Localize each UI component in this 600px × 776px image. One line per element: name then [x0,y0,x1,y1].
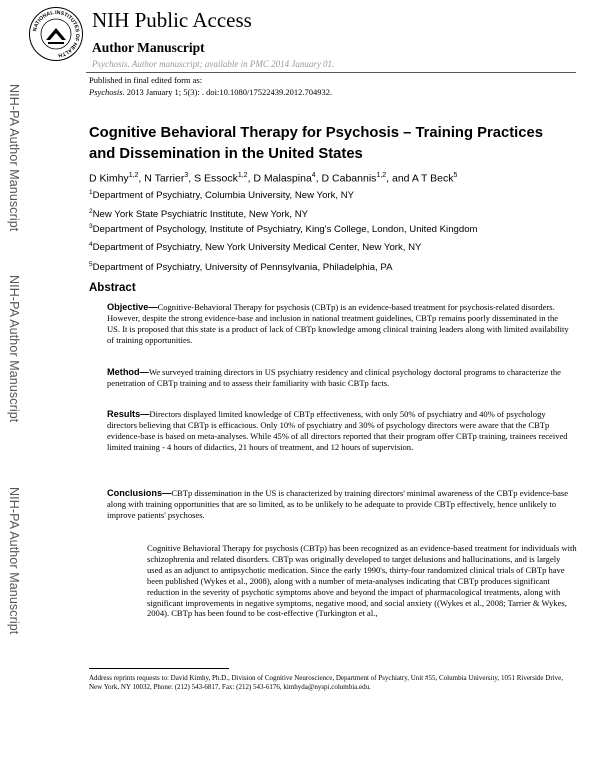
affiliation-4: $^4$Department of Psychiatry, New York University Medical Center, New York, NY [89,241,422,254]
affiliation-2: $^2$New York State Psychiatric Institute, New York, NY [89,208,309,221]
author-name: S Essock [194,172,238,185]
author-affiliation-sup: 1,2 [376,172,387,179]
abstract-heading: Abstract [89,282,136,294]
published-in-line: Published in final edited form as: [89,75,203,85]
objective-text: Cognitive-Behavioral Therapy for psychosis (CBTp) is an evidence-based treatment for psychosis-related disorders. However, despite the strong evidence-base and inclusion in national treatment guidelines, CBTp remains poorly disseminated in the US. It is proposed that this state is a product of lack of CBTp knowledge among clinical training leaders along with limited availability of training opportunities. [107,302,569,345]
affiliation-5: $^5$Department of Psychiatry, University of Pennsylvania, Philadelphia, PA [89,261,393,274]
conclusions-label: Conclusions— [107,488,172,498]
eagle-icon [46,28,66,44]
method-label: Method— [107,367,149,377]
citation-details: . 2013 January 1; 5(3): . doi:10.1080/17522439.2012.704932. [122,87,333,97]
affiliation-3: $^3$Department of Psychology, Institute of Psychiatry, King's College, London, United Kingdom [89,223,478,236]
author-manuscript-label: Author Manuscript [92,40,205,55]
journal-name: Psychosis [89,87,123,97]
article-title [89,123,569,165]
author-name: A T Beck [411,172,454,185]
author-list: D Kimhy$^{1,2}$, N Tarrier$^3$, S Essock$^{1,2}$, D Malaspina$^4$, D Cabannis$^{1,2}$, and A T Beck$^5$ [89,172,458,185]
availability-note: Psychosis. Author manuscript; available in PMC 2014 January 01. [92,59,335,69]
results-label: Results— [107,409,150,419]
article-title-line2: and Dissemination in the United States [89,146,363,162]
body-paragraph: Cognitive Behavioral Therapy for psychosis (CBTp) has been recognized as an evidence-based treatment for individuals with schizophrenia and related disorders. CBTp was originally developed to target delusions and hallucinations, and is largely used as an adjunct to antipsychotic medication. Since the early 1990's, thirty-four randomized clinical trials of CBTp have been published (Wykes et al., 2008), along with a number of meta-analyses indicating that CBTp produces significant reduction in the severity of psychotic symptoms above and beyond the impact of pharmacological treatments, along with significant improvements in negative symptoms, negative mood, and social anxiety ((Wykes et al., 2008; Tarrier & Wykes, 2004). CBTp has been found to be cost-effective (Turkington et al., [147,543,577,619]
author-affiliation-sup: 5 [453,172,458,179]
objective-label: Objective— [107,302,158,312]
nih-logo-seal [28,6,84,62]
author-affiliation-sup: 1,2 [128,172,139,179]
method-text: We surveyed training directors in US psychiatry residency and clinical psychology doctoral programs to characterize the penetration of CBTp training and to assess their familiarity with basic CBTp facts. [107,367,561,388]
author-name: D Malaspina [253,172,312,185]
abstract-results [107,409,572,453]
conclusions-text: CBTp dissemination in the US is characterized by training directors' minimal awareness of the CBTp evidence-base along with training opportunities that are so limited, as to be unlikely to be adequate to provide CBTp effectively, hence unlikely to improve patients' psychoses. [107,488,569,520]
results-text: Directors displayed limited knowledge of CBTp effectiveness, with only 50% of psychiatry and 40% of psychology directors believing that CBTp is efficacious. Only 10% of psychiatry and 30% of psychology directors were aware that the CBTp evidence-base is based on meta-analyses. While 45% of all directors reported that their program offer CBTp training, trainees received limited training - 4 hours of didactics, 21 hours of treatment, and 12 hours of supervision. [107,409,568,452]
header-divider [86,72,576,73]
author-name: D Kimhy [89,172,129,185]
author-affiliation-sup: 1,2 [237,172,248,179]
abstract-objective [107,302,572,346]
footnote-address: Address reprints requests to: David Kimhy, Ph.D., Division of Cognitive Neuroscience, Department of Psychiatry, Unit #55, Columbia University, 1051 Riverside Drive, New York, NY 10032, Phone: (212) 543-6817, Fax: (212) 543-6176, kimhyda@nyspi.columbia.edu. [89,674,563,692]
citation-line [89,87,332,98]
abstract-conclusions [107,488,572,521]
abstract-method [107,367,572,389]
logo-ring-text: NATIONAL INSTITUTES OF HEALTH [32,9,81,58]
nih-public-access-title: NIH Public Access [92,8,252,32]
article-title-line1: Cognitive Behavioral Therapy for Psychosis – Training Practices [89,125,543,141]
author-name: N Tarrier [144,172,185,185]
author-affiliation-sup: 3 [184,172,189,179]
svg-text:NATIONAL INSTITUTES OF HEALTH [32,10,80,58]
footnote-divider [89,668,229,669]
author-affiliation-sup: 4 [311,172,316,179]
affiliation-1: $^1$Department of Psychiatry, Columbia University, New York, NY [89,189,355,202]
author-name: D Cabannis [321,172,377,185]
